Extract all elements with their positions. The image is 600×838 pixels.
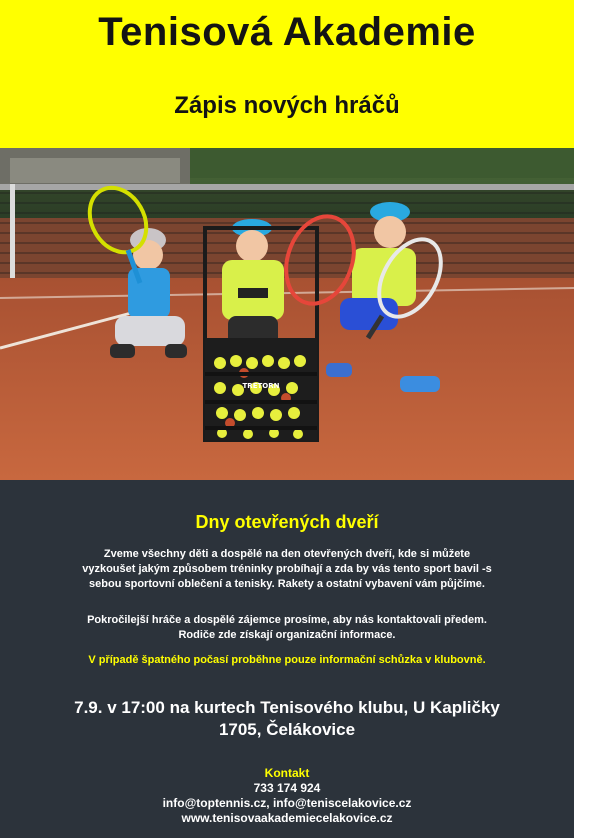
event-details <box>0 697 574 741</box>
contact-emails[interactable]: info@toptennis.cz, info@teniscelakovice.cz <box>162 796 412 810</box>
header-banner <box>0 0 574 148</box>
advanced-players-paragraph <box>0 613 574 643</box>
open-day-heading: Dny otevřených dveří <box>195 512 379 532</box>
advanced-line-1: Pokročilejší hráče a dospělé zájemce prosíme, aby nás kontaktovali předem. <box>87 614 487 626</box>
event-line-1: 7.9. v 17:00 na kurtech Tenisového klubu, U Kapličky <box>74 698 500 717</box>
invitation-line-3: sebou sportovní oblečení a tenisky. Rakety a ostatní vybavení vám půjčíme. <box>89 578 485 590</box>
tennis-kids-illustration <box>0 148 574 480</box>
weather-note: V případě špatného počasí proběhne pouze informační schůzka v klubovně. <box>88 654 486 666</box>
contact-phone[interactable]: 733 174 924 <box>253 781 321 795</box>
info-panel <box>0 480 574 838</box>
contact-heading: Kontakt <box>264 766 310 780</box>
event-line-2: 1705, Čelákovice <box>218 720 356 739</box>
contact-website[interactable]: www.tenisovaakademiecelakovice.cz <box>181 811 393 825</box>
page-subtitle: Zápis nových hráčů <box>174 92 400 119</box>
advanced-line-2: Rodiče zde získají organizační informace. <box>178 629 396 641</box>
invitation-line-2: vyzkoušet jakým způsobem tréninky probíhají a zda by vás tento sport bavil -s <box>82 563 492 575</box>
page-title: Tenisová Akademie <box>98 10 476 54</box>
hero-photo <box>0 148 574 480</box>
invitation-paragraph <box>0 547 574 592</box>
invitation-line-1: Zveme všechny děti a dospělé na den otevřených dveří, kde si můžete <box>103 548 471 560</box>
basket-brand-label: TRETORN <box>242 382 280 390</box>
